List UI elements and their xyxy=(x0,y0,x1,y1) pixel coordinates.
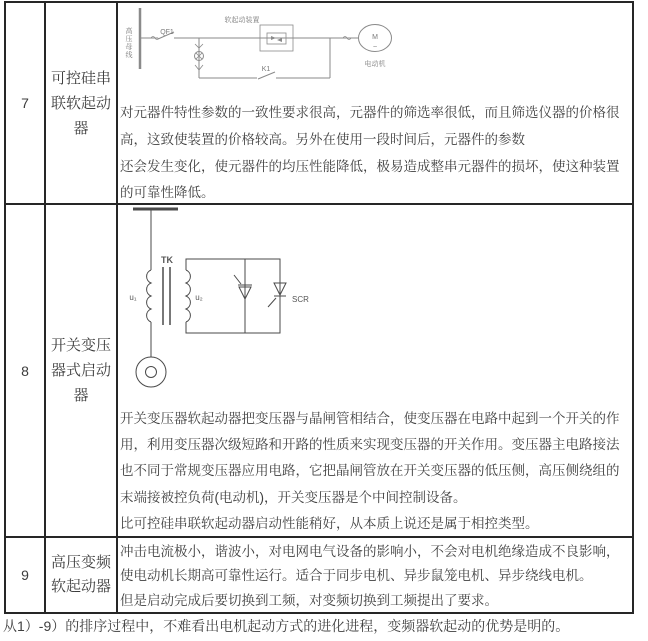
description-line: 比可控硅串联软起动器启动性能稍好，从本质上说还是属于相控类型。 xyxy=(120,515,539,531)
starter-name-line: 器 xyxy=(73,387,89,404)
hv-bus-label: 高压母线 xyxy=(125,27,132,59)
primary-label: u₁ xyxy=(129,293,137,302)
row-number: 7 xyxy=(21,95,29,111)
starter-name-cell xyxy=(46,205,118,536)
table-row-7 xyxy=(6,3,632,205)
starter-name-cell xyxy=(46,3,118,203)
switching-transformer-diagram xyxy=(118,205,632,405)
row-number: 8 xyxy=(21,362,29,379)
starter-name-line: 联软起动 xyxy=(50,94,111,112)
description-text xyxy=(118,99,632,203)
description-text xyxy=(118,538,632,612)
description-text xyxy=(118,405,632,536)
circuit-diagram-svg xyxy=(118,3,632,99)
starter-name-line: 开关变压 xyxy=(50,337,111,354)
description-line: 还会发生变化，使元器件的均压性能降低，极易造成整串元器件的损坏，使这种装置 xyxy=(120,158,620,174)
description-line: 末端接被控负荷(电动机)，开关变压器是个中间控制设备。 xyxy=(120,489,467,505)
secondary-label: u₂ xyxy=(195,293,203,302)
description-line: 冲击电流极小，谐波小，对电网电气设备的影响小，不会对电机绝缘造成不良影响， xyxy=(120,544,620,559)
motor-label: 电动机 xyxy=(364,61,386,68)
row-number-cell xyxy=(6,538,46,612)
starter-name-line: 器 xyxy=(73,119,89,137)
scr-series-starter-diagram xyxy=(118,3,632,99)
bypass-label: K1 xyxy=(261,66,271,73)
gate-lead xyxy=(234,275,241,284)
description-line: 但是启动完成后要切换到工频，对变频切换到工频提出了要求。 xyxy=(120,592,498,608)
device-label: 软起动装置 xyxy=(224,17,260,24)
circuit-diagram-svg xyxy=(118,205,632,405)
description-line: 对元器件特性参数的一致性要求很高，元器件的筛选率很低，而且筛选仪器的价格很 xyxy=(120,105,620,120)
starter-types-table xyxy=(4,1,634,614)
starter-name-line: 软起动器 xyxy=(50,578,111,595)
starter-name-line: 器式启动 xyxy=(50,362,111,379)
description-line: 使电动机长期高可靠性运行。适合于同步电机、异步鼠笼电机、异步绕线电机。 xyxy=(120,568,593,584)
description-line: 高，这致使装置的价格较高。另外在使用一段时间后，元器件的参数 xyxy=(120,131,525,147)
source-circle-inner xyxy=(146,367,157,378)
thyristor-arrow-right xyxy=(271,36,276,40)
gate-lead xyxy=(268,298,276,307)
description-line: 的可靠性降低。 xyxy=(120,185,215,201)
starter-name-cell xyxy=(46,538,118,612)
row-content-cell xyxy=(118,538,632,612)
description-line: 用，利用变压器次级短路和开路的性质来实现变压器的开关作用。变压器主电路接法 xyxy=(120,437,620,453)
row-content-cell xyxy=(118,3,632,203)
source-circle-outer xyxy=(136,357,166,387)
thyristor-arrow-left xyxy=(277,38,282,42)
table-row-8 xyxy=(6,205,632,538)
motor-tilde: ~ xyxy=(372,44,378,51)
breaker-label: QF1 xyxy=(160,29,174,36)
bypass-switch xyxy=(258,72,275,79)
secondary-winding xyxy=(186,270,190,322)
starter-name-line: 可控硅串 xyxy=(50,69,111,87)
row-number: 9 xyxy=(21,567,29,583)
summary-sentence: 从1）-9）的排序过程中，不难看出电机起动方式的进化进程，变频器软起动的优势是明的。 xyxy=(3,618,570,634)
primary-winding xyxy=(147,270,151,322)
motor-letter: M xyxy=(372,34,378,41)
row-number-cell xyxy=(6,3,46,203)
row-number-cell xyxy=(6,205,46,536)
table-row-9 xyxy=(6,538,632,612)
description-line: 开关变压器软起动器把变压器与晶闸管相结合，使变压器在电路中起到一个开关的作 xyxy=(120,411,620,426)
description-line: 也不同于常规变压器应用电路，它把晶闸管放在开关变压器的低压侧，高压侧绕组的 xyxy=(120,463,620,479)
row-content-cell xyxy=(118,205,632,536)
core-label: TK xyxy=(161,255,173,265)
scr-label: SCR xyxy=(292,295,309,304)
starter-name-line: 高压变频 xyxy=(50,554,111,571)
